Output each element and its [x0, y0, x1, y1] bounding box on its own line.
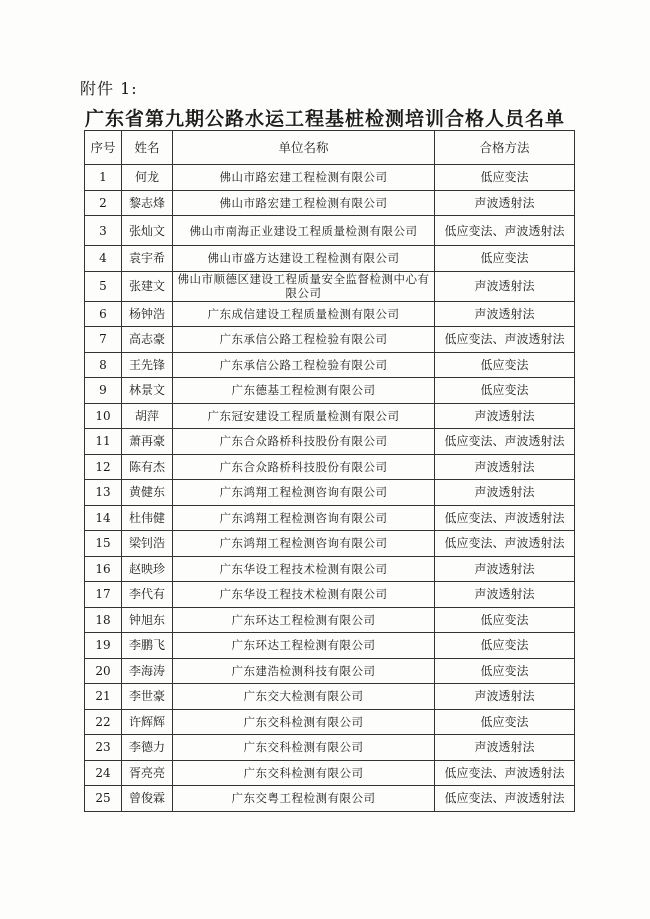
cell-unit: 广东鸿翔工程检测咨询有限公司 [173, 531, 435, 557]
table-row [85, 327, 575, 353]
cell-name: 杜伟健 [122, 505, 173, 531]
cell-unit: 广东建浩检测科技有限公司 [173, 658, 435, 684]
cell-no: 14 [85, 505, 122, 531]
table-row [85, 165, 575, 191]
cell-name: 李代有 [122, 582, 173, 608]
cell-method: 低应变法 [435, 165, 575, 191]
cell-name: 何龙 [122, 165, 173, 191]
cell-name: 赵映珍 [122, 556, 173, 582]
cell-method: 声波透射法 [435, 190, 575, 216]
table-row [85, 556, 575, 582]
cell-no: 19 [85, 633, 122, 659]
cell-method: 低应变法 [435, 378, 575, 404]
cell-name: 杨钟浩 [122, 301, 173, 327]
cell-unit: 佛山市路宏建工程检测有限公司 [173, 165, 435, 191]
cell-name: 曾俊霖 [122, 786, 173, 812]
table-row [85, 760, 575, 786]
table-row [85, 352, 575, 378]
table-row [85, 190, 575, 216]
cell-method: 低应变法、声波透射法 [435, 786, 575, 812]
cell-no: 20 [85, 658, 122, 684]
cell-unit: 广东华设工程技术检测有限公司 [173, 582, 435, 608]
table-row [85, 454, 575, 480]
cell-name: 胡萍 [122, 403, 173, 429]
cell-unit: 广东承信公路工程检验有限公司 [173, 327, 435, 353]
table-row [85, 403, 575, 429]
cell-method: 低应变法 [435, 658, 575, 684]
cell-unit: 广东交粤工程检测有限公司 [173, 786, 435, 812]
cell-no: 4 [85, 246, 122, 272]
cell-method: 低应变法、声波透射法 [435, 429, 575, 455]
table-row [85, 607, 575, 633]
cell-method: 声波透射法 [435, 271, 575, 301]
annex-label: 附件 1: [80, 79, 138, 98]
cell-no: 6 [85, 301, 122, 327]
cell-method: 低应变法 [435, 246, 575, 272]
cell-name: 王先锋 [122, 352, 173, 378]
header-row [85, 131, 575, 165]
cell-method: 低应变法、声波透射法 [435, 760, 575, 786]
cell-no: 2 [85, 190, 122, 216]
cell-no: 23 [85, 735, 122, 761]
cell-method: 低应变法、声波透射法 [435, 505, 575, 531]
header-name: 姓名 [122, 131, 173, 165]
cell-unit: 广东鸿翔工程检测咨询有限公司 [173, 505, 435, 531]
page-title: 广东省第九期公路水运工程基桩检测培训合格人员名单 [84, 108, 565, 130]
table-row [85, 633, 575, 659]
table-row [85, 505, 575, 531]
header-unit: 单位名称 [173, 131, 435, 165]
cell-unit: 广东冠安建设工程质量检测有限公司 [173, 403, 435, 429]
cell-method: 低应变法、声波透射法 [435, 531, 575, 557]
header-no: 序号 [85, 131, 122, 165]
cell-no: 8 [85, 352, 122, 378]
cell-no: 17 [85, 582, 122, 608]
cell-no: 24 [85, 760, 122, 786]
cell-name: 李海涛 [122, 658, 173, 684]
cell-name: 袁宇希 [122, 246, 173, 272]
cell-unit: 广东华设工程技术检测有限公司 [173, 556, 435, 582]
cell-method: 声波透射法 [435, 684, 575, 710]
table-row [85, 684, 575, 710]
cell-name: 林景文 [122, 378, 173, 404]
cell-unit: 佛山市盛方达建设工程检测有限公司 [173, 246, 435, 272]
cell-method: 声波透射法 [435, 403, 575, 429]
cell-no: 22 [85, 709, 122, 735]
cell-unit: 广东交科检测有限公司 [173, 735, 435, 761]
cell-name: 李鹏飞 [122, 633, 173, 659]
cell-name: 高志豪 [122, 327, 173, 353]
cell-no: 10 [85, 403, 122, 429]
table-row [85, 582, 575, 608]
cell-no: 1 [85, 165, 122, 191]
table-row [85, 429, 575, 455]
cell-name: 陈有杰 [122, 454, 173, 480]
cell-unit: 广东交科检测有限公司 [173, 760, 435, 786]
table-row [85, 531, 575, 557]
cell-unit: 广东合众路桥科技股份有限公司 [173, 454, 435, 480]
cell-unit: 广东成信建设工程质量检测有限公司 [173, 301, 435, 327]
cell-method: 声波透射法 [435, 582, 575, 608]
table-row [85, 709, 575, 735]
cell-method: 声波透射法 [435, 454, 575, 480]
table-row [85, 480, 575, 506]
cell-unit: 广东环达工程检测有限公司 [173, 607, 435, 633]
cell-no: 12 [85, 454, 122, 480]
cell-method: 低应变法、声波透射法 [435, 216, 575, 246]
cell-no: 11 [85, 429, 122, 455]
cell-unit: 广东交大检测有限公司 [173, 684, 435, 710]
cell-name: 李德力 [122, 735, 173, 761]
cell-name: 李世豪 [122, 684, 173, 710]
cell-method: 低应变法、声波透射法 [435, 327, 575, 353]
cell-name: 钟旭东 [122, 607, 173, 633]
cell-no: 9 [85, 378, 122, 404]
cell-name: 黎志烽 [122, 190, 173, 216]
cell-unit: 广东合众路桥科技股份有限公司 [173, 429, 435, 455]
cell-unit: 佛山市南海正业建设工程质量检测有限公司 [173, 216, 435, 246]
cell-name: 萧再豪 [122, 429, 173, 455]
table-row [85, 246, 575, 272]
cell-method: 声波透射法 [435, 735, 575, 761]
cell-unit: 广东鸿翔工程检测咨询有限公司 [173, 480, 435, 506]
header-method: 合格方法 [435, 131, 575, 165]
roster-table [84, 130, 575, 812]
table-row [85, 271, 575, 301]
cell-name: 梁钊浩 [122, 531, 173, 557]
cell-unit: 佛山市路宏建工程检测有限公司 [173, 190, 435, 216]
cell-method: 低应变法 [435, 709, 575, 735]
cell-name: 黄健东 [122, 480, 173, 506]
cell-method: 低应变法 [435, 607, 575, 633]
cell-no: 13 [85, 480, 122, 506]
cell-no: 16 [85, 556, 122, 582]
cell-no: 21 [85, 684, 122, 710]
cell-unit: 广东环达工程检测有限公司 [173, 633, 435, 659]
cell-no: 7 [85, 327, 122, 353]
cell-name: 张建文 [122, 271, 173, 301]
table-row [85, 301, 575, 327]
cell-unit: 广东交科检测有限公司 [173, 709, 435, 735]
cell-unit: 广东承信公路工程检验有限公司 [173, 352, 435, 378]
table-row [85, 378, 575, 404]
table-body [85, 165, 575, 812]
cell-unit: 佛山市顺德区建设工程质量安全监督检测中心有限公司 [173, 271, 435, 301]
cell-name: 胥亮亮 [122, 760, 173, 786]
cell-no: 15 [85, 531, 122, 557]
table-row [85, 735, 575, 761]
cell-name: 张灿文 [122, 216, 173, 246]
cell-unit: 广东德基工程检测有限公司 [173, 378, 435, 404]
cell-no: 5 [85, 271, 122, 301]
cell-no: 3 [85, 216, 122, 246]
cell-method: 声波透射法 [435, 556, 575, 582]
cell-no: 18 [85, 607, 122, 633]
cell-method: 低应变法 [435, 633, 575, 659]
cell-name: 许辉辉 [122, 709, 173, 735]
table-row [85, 658, 575, 684]
cell-method: 低应变法 [435, 352, 575, 378]
cell-method: 声波透射法 [435, 301, 575, 327]
table-row [85, 216, 575, 246]
table-row [85, 786, 575, 812]
cell-method: 声波透射法 [435, 480, 575, 506]
cell-no: 25 [85, 786, 122, 812]
